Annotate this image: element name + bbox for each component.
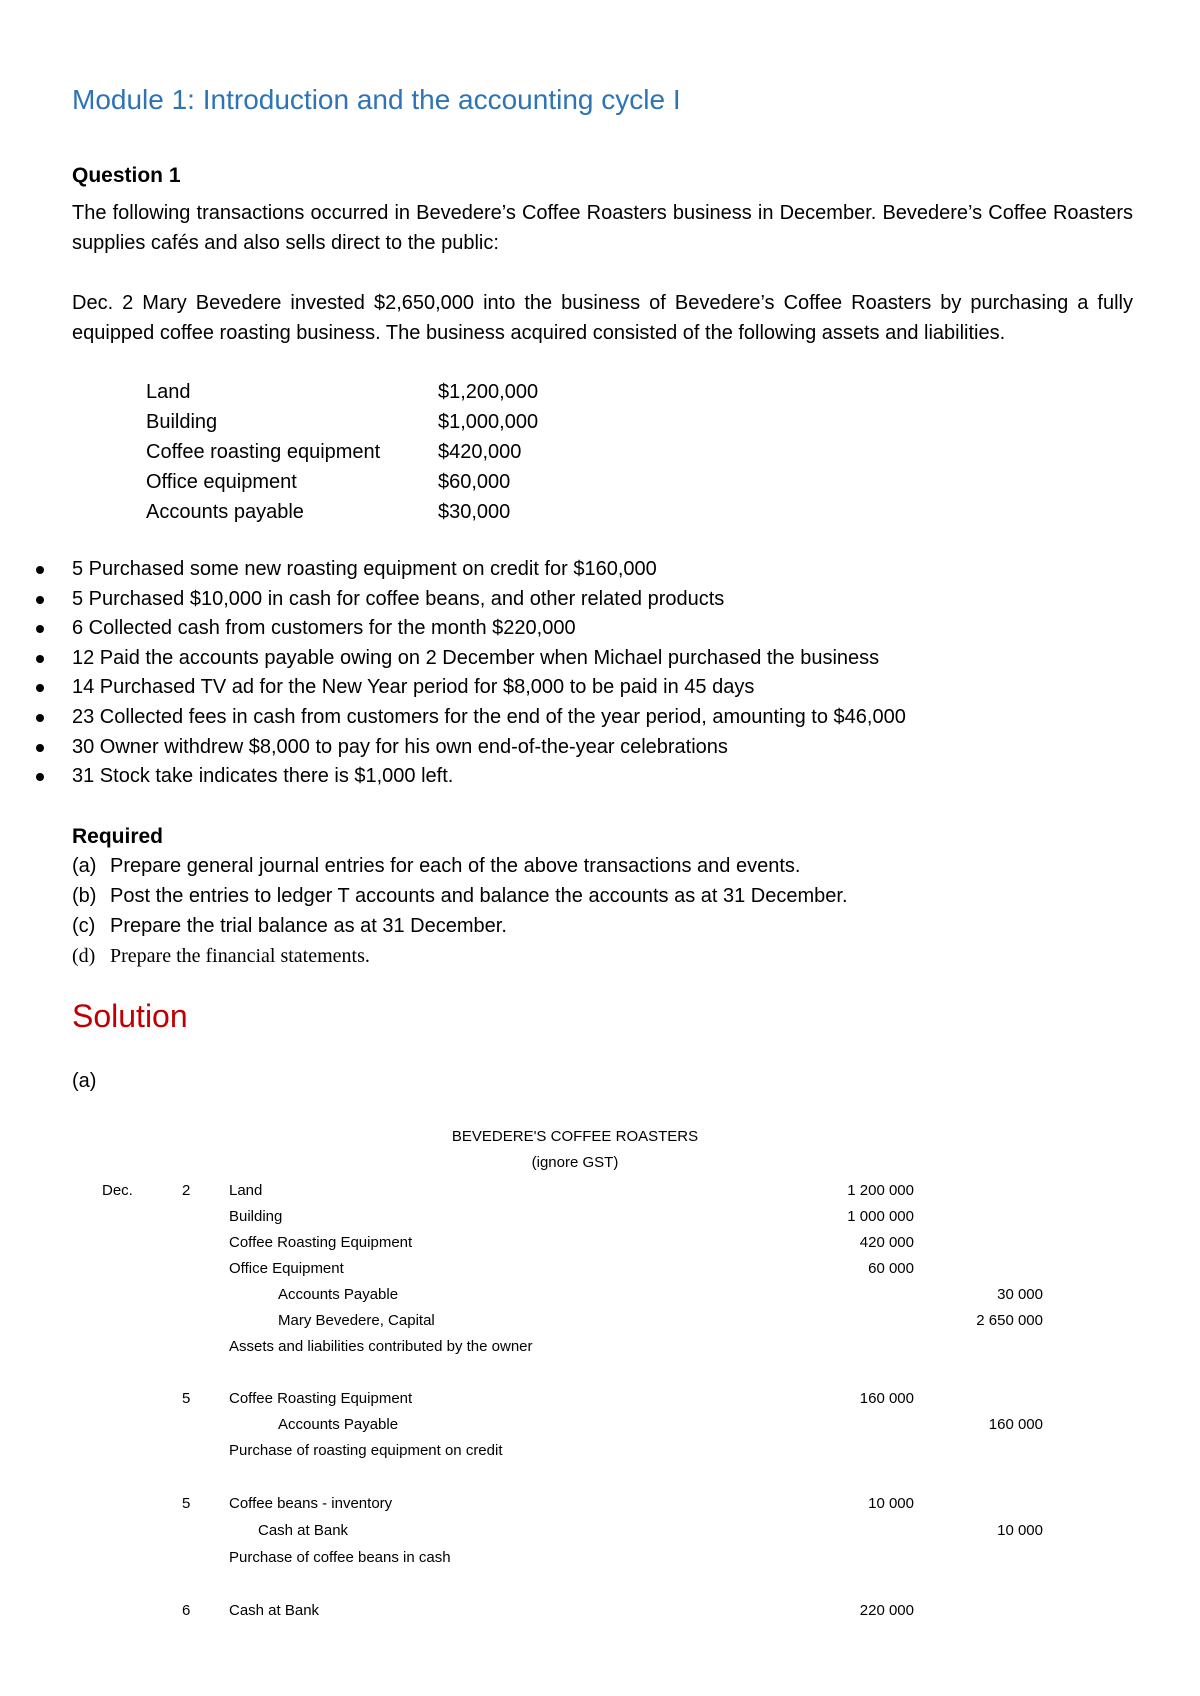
table-row: Purchase of roasting equipment on credit bbox=[229, 1442, 503, 1459]
asset-amount: $60,000 bbox=[438, 471, 511, 493]
bullet-icon bbox=[36, 684, 44, 692]
table-row: Assets and liabilities contributed by the owner bbox=[229, 1338, 533, 1355]
table-row: Coffee Roasting Equipment 420 000 bbox=[229, 1234, 914, 1251]
module-title: Module 1: Introduction and the accounting cycle I bbox=[72, 84, 681, 115]
table-row: 6 Cash at Bank 220 000 bbox=[182, 1602, 914, 1619]
bullet-icon bbox=[36, 566, 44, 574]
list-item: 14 Purchased TV ad for the New Year period for $8,000 to be paid in 45 days bbox=[0, 673, 1200, 703]
list-item: (c) Prepare the trial balance as at 31 December. bbox=[72, 915, 507, 937]
asset-label: Land bbox=[146, 381, 191, 403]
table-row: Accounts Payable 160 000 bbox=[278, 1416, 1043, 1433]
bullet-icon bbox=[36, 596, 44, 604]
table-row: 5 Coffee Roasting Equipment 160 000 bbox=[182, 1390, 914, 1407]
table-row: Office Equipment 60 000 bbox=[229, 1260, 914, 1277]
list-item: 12 Paid the accounts payable owing on 2 December when Michael purchased the business bbox=[0, 644, 1200, 674]
list-item: 6 Collected cash from customers for the month $220,000 bbox=[0, 614, 1200, 644]
list-item: (a) Prepare general journal entries for each of the above transactions and events. bbox=[72, 855, 801, 877]
list-item: (d) Prepare the financial statements. bbox=[72, 945, 370, 967]
list-item: 5 Purchased some new roasting equipment on credit for $160,000 bbox=[0, 555, 1200, 585]
bullet-icon bbox=[36, 773, 44, 781]
required-heading: Required bbox=[72, 825, 164, 848]
table-row: Building 1 000 000 bbox=[229, 1208, 914, 1225]
asset-amount: $1,000,000 bbox=[438, 411, 539, 433]
table-row: Dec. 2 Land 1 200 000 bbox=[102, 1182, 914, 1199]
asset-label: Building bbox=[146, 411, 218, 433]
table-row: Mary Bevedere, Capital 2 650 000 bbox=[278, 1312, 1043, 1329]
list-item: 31 Stock take indicates there is $1,000 left. bbox=[0, 762, 1200, 792]
asset-label: Office equipment bbox=[146, 471, 297, 493]
list-item: 23 Collected fees in cash from customers for the end of the year period, amounting to $46,000 bbox=[0, 703, 1200, 733]
table-row: Cash at Bank 10 000 bbox=[258, 1522, 1043, 1539]
question-intro: The following transactions occurred in Bevedere’s Coffee Roasters business in December. Bevedere’s Coffee Roasters supplies cafés and also sells direct to the public: bbox=[72, 202, 1133, 254]
solution-heading: Solution bbox=[72, 998, 188, 1034]
list-item: 30 Owner withdrew $8,000 to pay for his own end-of-the-year celebrations bbox=[0, 733, 1200, 763]
bullet-icon bbox=[36, 714, 44, 722]
bullet-icon bbox=[36, 655, 44, 663]
table-row: 5 Coffee beans - inventory 10 000 bbox=[182, 1495, 914, 1512]
list-item: 5 Purchased $10,000 in cash for coffee beans, and other related products bbox=[0, 585, 1200, 615]
part-label: (a) bbox=[72, 1070, 97, 1092]
journal-title: BEVEDERE'S COFFEE ROASTERS bbox=[451, 1128, 699, 1145]
transaction-list bbox=[0, 555, 1200, 792]
asset-label: Coffee roasting equipment bbox=[146, 441, 381, 463]
asset-amount: $30,000 bbox=[438, 501, 511, 523]
asset-label: Accounts payable bbox=[146, 501, 304, 523]
question-heading: Question 1 bbox=[72, 164, 181, 187]
required-list bbox=[72, 851, 848, 971]
asset-amount: $1,200,000 bbox=[438, 381, 539, 403]
journal-subtitle: (ignore GST) bbox=[531, 1154, 619, 1171]
table-row: Accounts Payable 30 000 bbox=[278, 1286, 1043, 1303]
list-item: (b) Post the entries to ledger T accounts and balance the accounts as at 31 December. bbox=[72, 885, 848, 907]
dec2-transaction: Dec. 2 Mary Bevedere invested $2,650,000 into the business of Bevedere’s Coffee Roasters by purchasing a fully equipped coffee roasting business. The business acquired consisted of the following assets and liabilities. bbox=[72, 292, 1133, 344]
table-row: Purchase of coffee beans in cash bbox=[229, 1549, 451, 1566]
asset-amount: $420,000 bbox=[438, 441, 522, 463]
bullet-icon bbox=[36, 625, 44, 633]
bullet-icon bbox=[36, 744, 44, 752]
